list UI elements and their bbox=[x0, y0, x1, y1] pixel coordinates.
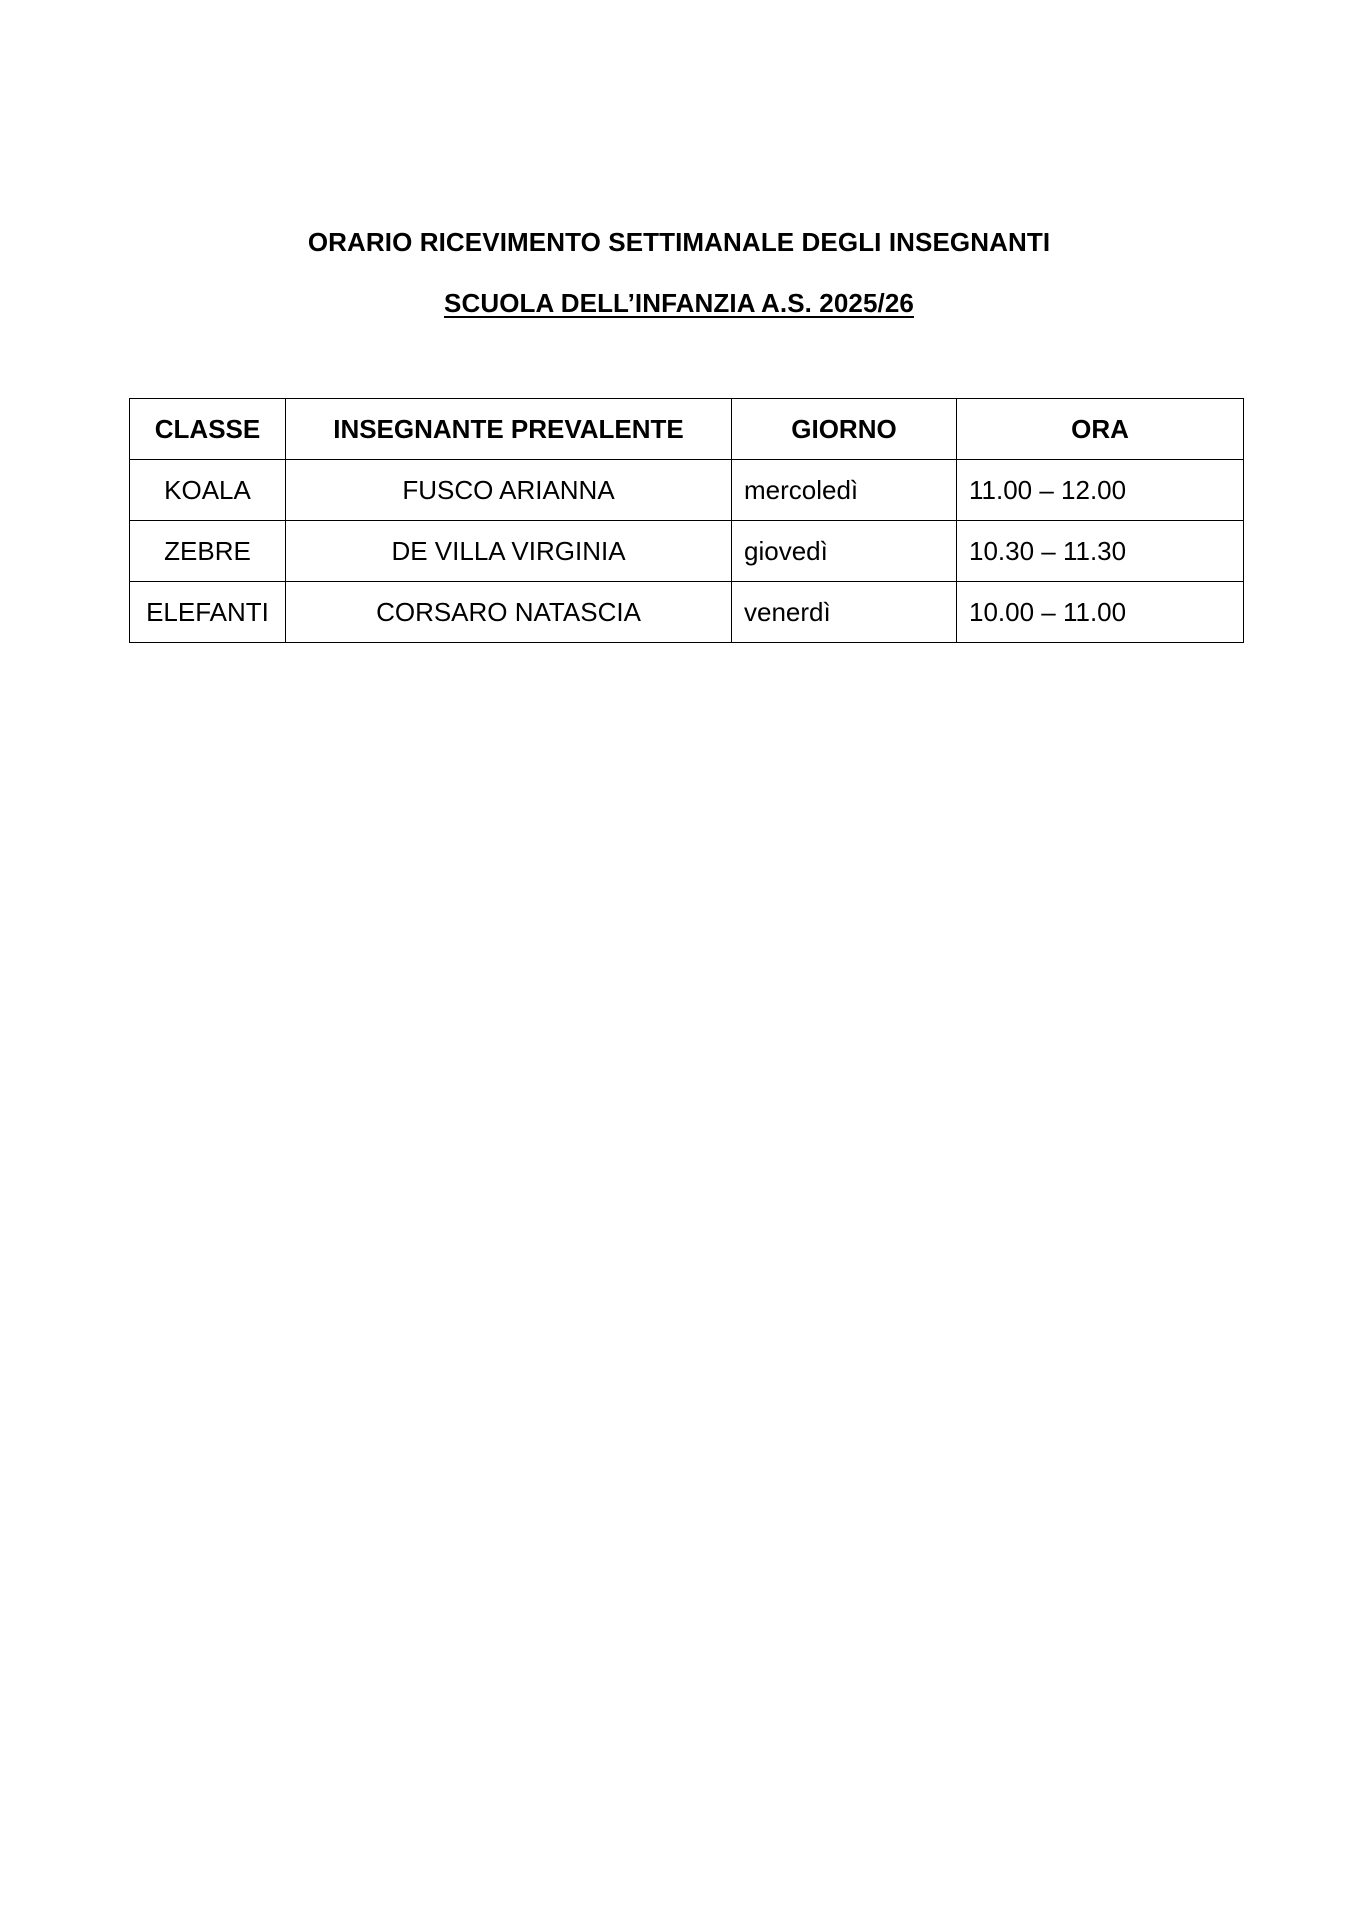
document-subtitle: SCUOLA DELL’INFANZIA A.S. 2025/26 bbox=[444, 288, 914, 318]
cell-giorno: mercoledì bbox=[732, 460, 957, 521]
cell-classe: KOALA bbox=[130, 460, 286, 521]
header-giorno: GIORNO bbox=[732, 399, 957, 460]
cell-insegnante: DE VILLA VIRGINIA bbox=[286, 521, 732, 582]
cell-insegnante: FUSCO ARIANNA bbox=[286, 460, 732, 521]
cell-ora: 11.00 – 12.00 bbox=[957, 460, 1244, 521]
table-header-row bbox=[130, 399, 1244, 460]
cell-ora: 10.00 – 11.00 bbox=[957, 582, 1244, 643]
header-classe: CLASSE bbox=[130, 399, 286, 460]
cell-classe: ZEBRE bbox=[130, 521, 286, 582]
table-row bbox=[130, 521, 1244, 582]
cell-giorno: giovedì bbox=[732, 521, 957, 582]
table-row bbox=[130, 582, 1244, 643]
header-insegnante: INSEGNANTE PREVALENTE bbox=[286, 399, 732, 460]
cell-classe: ELEFANTI bbox=[130, 582, 286, 643]
cell-giorno: venerdì bbox=[732, 582, 957, 643]
document-title: ORARIO RICEVIMENTO SETTIMANALE DEGLI INSEGNANTI bbox=[307, 227, 1051, 257]
teacher-schedule-table bbox=[129, 398, 1244, 643]
table-row bbox=[130, 460, 1244, 521]
cell-ora: 10.30 – 11.30 bbox=[957, 521, 1244, 582]
header-ora: ORA bbox=[957, 399, 1244, 460]
document-subtitle-block bbox=[0, 287, 1358, 319]
cell-insegnante: CORSARO NATASCIA bbox=[286, 582, 732, 643]
